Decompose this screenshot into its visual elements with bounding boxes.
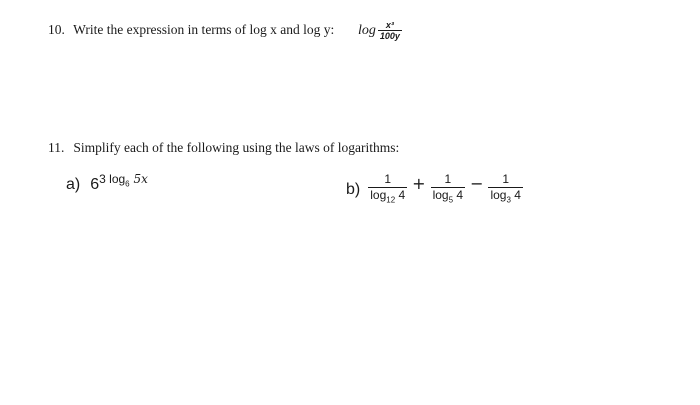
- log-expression: [358, 20, 402, 41]
- log-argument: 5x: [129, 172, 148, 186]
- fraction-denominator: [488, 188, 522, 207]
- fraction-denominator: [368, 188, 407, 207]
- log-base-subscript: 5: [448, 195, 454, 205]
- part-b-label: b): [346, 180, 361, 198]
- fraction-numerator: 1: [444, 172, 452, 186]
- log-argument: 4: [395, 188, 406, 202]
- minus-operator: −: [470, 174, 484, 194]
- part-a-label: a): [66, 176, 81, 193]
- question-11: [48, 140, 399, 156]
- log-label: log: [490, 188, 507, 202]
- log-label: log: [370, 188, 387, 202]
- fraction-denominator: [431, 188, 465, 207]
- log-argument: 4: [510, 188, 521, 202]
- power-base: 6: [90, 176, 100, 193]
- fraction-3: [488, 172, 522, 207]
- log-base-subscript: 3: [506, 195, 511, 205]
- power-exponent: [99, 172, 148, 188]
- log-base-subscript: 12: [386, 195, 396, 205]
- fraction-2: [431, 172, 465, 207]
- part-a: [66, 172, 148, 194]
- exponent-log: 3 log: [99, 172, 126, 186]
- fraction-numerator: 1: [502, 172, 510, 186]
- question-number: 11.: [48, 140, 65, 155]
- plus-operator: +: [412, 174, 426, 194]
- log-argument: 4: [453, 188, 464, 202]
- log-base-subscript: 6: [125, 179, 130, 189]
- part-b: [346, 172, 523, 207]
- log-label: log: [432, 188, 449, 202]
- fraction-numerator: x³: [385, 20, 394, 30]
- fraction-denominator: 100y: [379, 31, 400, 41]
- log-label: log: [358, 22, 376, 38]
- question-10: [48, 22, 334, 38]
- log-fraction: [378, 20, 402, 41]
- question-number: 10.: [48, 22, 65, 37]
- question-text: Simplify each of the following using the laws of logarithms:: [73, 140, 400, 155]
- fraction-1: [368, 172, 407, 207]
- fraction-numerator: 1: [384, 172, 392, 186]
- question-text: Write the expression in terms of log x and log y:: [73, 22, 335, 37]
